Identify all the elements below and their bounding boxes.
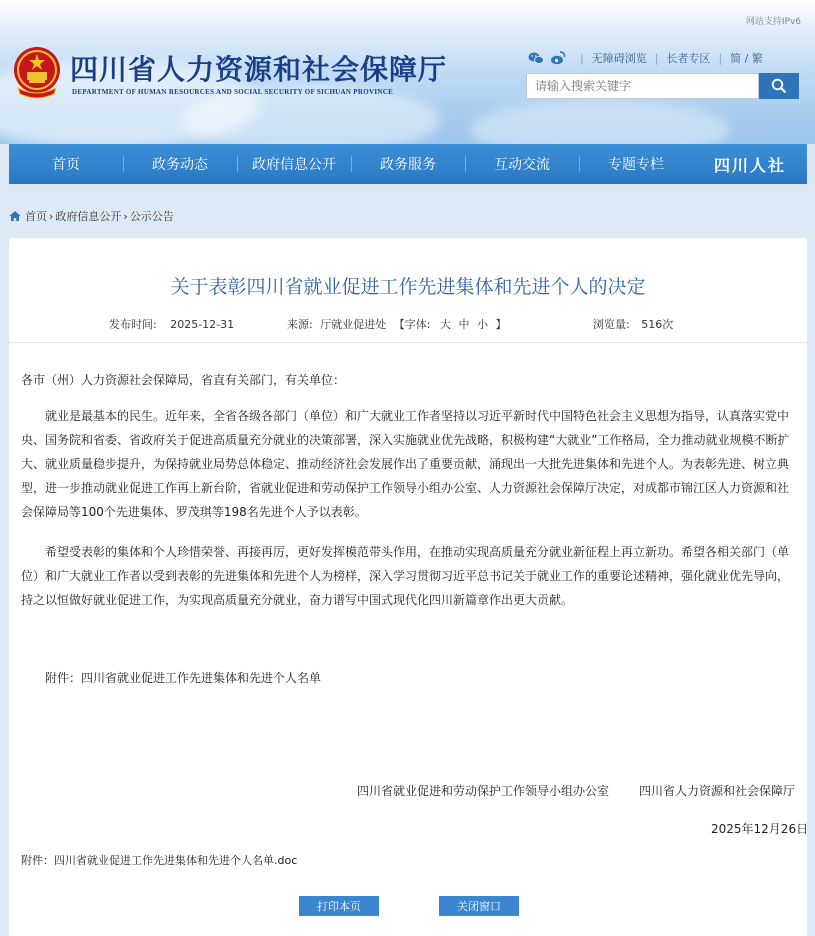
body-paragraph-1: 就业是最基本的民生。近年来，全省各级各部门（单位）和广大就业工作者坚持以习近平新时代中国特色社会主义思想为指导，认真落实党中央、国务院和省委、省政府关于促进高质量充分就业的决策部署，深入实施就业优先战略，积极构建“大就业”工作格局，全力推动就业规模不断扩大、就业质量稳步提升，为保持就业局势总体稳定、推动经济社会发展作出了重要贡献，涌现出一大批先进集体和先进个人。为表彰先进、树立典型，进一步推动就业促进工作再上新台阶，省就业促进和劳动保护工作领导小组办公室、人力资源社会保障厅决定，对成都市锦江区人力资源和社会保障局等100个先进集体、罗茂琪等198名先进个人予以表彰。 <box>21 409 790 519</box>
font-size-label: 【字体: <box>393 318 431 331</box>
elderly-zone-link[interactable]: 长者专区 <box>666 52 711 65</box>
site-subtitle: DEPARTMENT OF HUMAN RESOURCES AND SOCIAL SECURITY OF SICHUAN PROVINCE <box>72 88 394 96</box>
source-label: 来源: <box>287 318 313 331</box>
nav-brand-logo[interactable]: 四川人社 <box>713 155 786 175</box>
search-input[interactable] <box>526 73 759 99</box>
view-count-label: 浏览量: <box>593 318 630 331</box>
source-value: 厅就业促进处 <box>320 318 387 331</box>
meta-divider <box>9 342 807 343</box>
publish-date-label: 发布时间: <box>109 318 157 331</box>
signatory-department: 四川省人力资源和社会保障厅 <box>639 784 796 798</box>
site-header <box>0 0 815 144</box>
weibo-icon[interactable] <box>550 50 566 66</box>
simplified-traditional-toggle[interactable]: 简 / 繁 <box>730 52 763 65</box>
nav-topics[interactable]: 专题专栏 <box>579 144 693 184</box>
print-button[interactable]: 打印本页 <box>299 896 379 916</box>
search-button[interactable] <box>759 73 799 99</box>
font-size-small[interactable]: 小 <box>476 318 488 331</box>
nav-gov-info[interactable]: 政府信息公开 <box>237 144 351 184</box>
nav-home[interactable]: 首页 <box>52 157 80 173</box>
accessibility-link[interactable]: 无障碍浏览 <box>591 52 647 65</box>
font-size-large[interactable]: 大 <box>439 318 451 331</box>
sign-date: 2025年12月26日 <box>711 822 809 836</box>
ipv6-badge: 网站支持IPv6 <box>745 17 801 27</box>
publish-date-value: 2025-12-31 <box>170 318 235 331</box>
breadcrumb-notices[interactable]: 公示公告 <box>129 210 174 223</box>
national-emblem-icon <box>12 44 62 100</box>
breadcrumb-home[interactable]: 首页 <box>25 210 47 223</box>
home-icon <box>9 210 21 222</box>
nav-interaction[interactable]: 互动交流 <box>465 144 579 184</box>
close-window-button[interactable]: 关闭窗口 <box>439 896 519 916</box>
view-count-value: 516次 <box>641 318 674 331</box>
attachment-file-link[interactable]: 附件：四川省就业促进工作先进集体和先进个人名单.doc <box>21 854 298 867</box>
attachment-note: 附件：四川省就业促进工作先进集体和先进个人名单 <box>45 671 322 685</box>
signatory-office: 四川省就业促进和劳动保护工作领导小组办公室 <box>357 784 610 798</box>
nav-news[interactable]: 政务动态 <box>123 144 237 184</box>
article-panel <box>9 238 807 936</box>
font-size-medium[interactable]: 中 <box>458 318 470 331</box>
publish-date <box>109 316 234 332</box>
body-paragraph-2: 希望受表彰的集体和个人珍惜荣誉、再接再厉，更好发挥模范带头作用，在推动实现高质量充分就业新征程上再立新功。希望各相关部门（单位）和广大就业工作者以受到表彰的先进集体和先进个人为榜样，深入学习贯彻习近平总书记关于就业工作的重要论述精神，强化就业优先导向，持之以恒做好就业促进工作，为实现高质量充分就业，奋力谱写中国式现代化四川新篇章作出更大贡献。 <box>21 545 790 607</box>
wechat-icon[interactable] <box>528 50 544 66</box>
top-links: | 无障碍浏览 | 长者专区 | 简 / 繁 <box>528 50 763 66</box>
main-nav <box>9 144 807 184</box>
nav-services[interactable]: 政务服务 <box>351 144 465 184</box>
view-count <box>593 316 673 332</box>
breadcrumb: 首页 › 政府信息公开 › 公示公告 <box>9 208 174 224</box>
site-title[interactable]: 四川省人力资源和社会保障厅 <box>70 53 448 86</box>
source-info <box>287 316 506 332</box>
article-title: 关于表彰四川省就业促进工作先进集体和先进个人的决定 <box>170 276 646 298</box>
search-icon <box>771 78 787 94</box>
font-size-close: 】 <box>495 318 507 331</box>
salutation: 各市（州）人力资源社会保障局，省直有关部门，有关单位： <box>21 373 346 387</box>
breadcrumb-gov-info[interactable]: 政府信息公开 <box>55 210 122 223</box>
